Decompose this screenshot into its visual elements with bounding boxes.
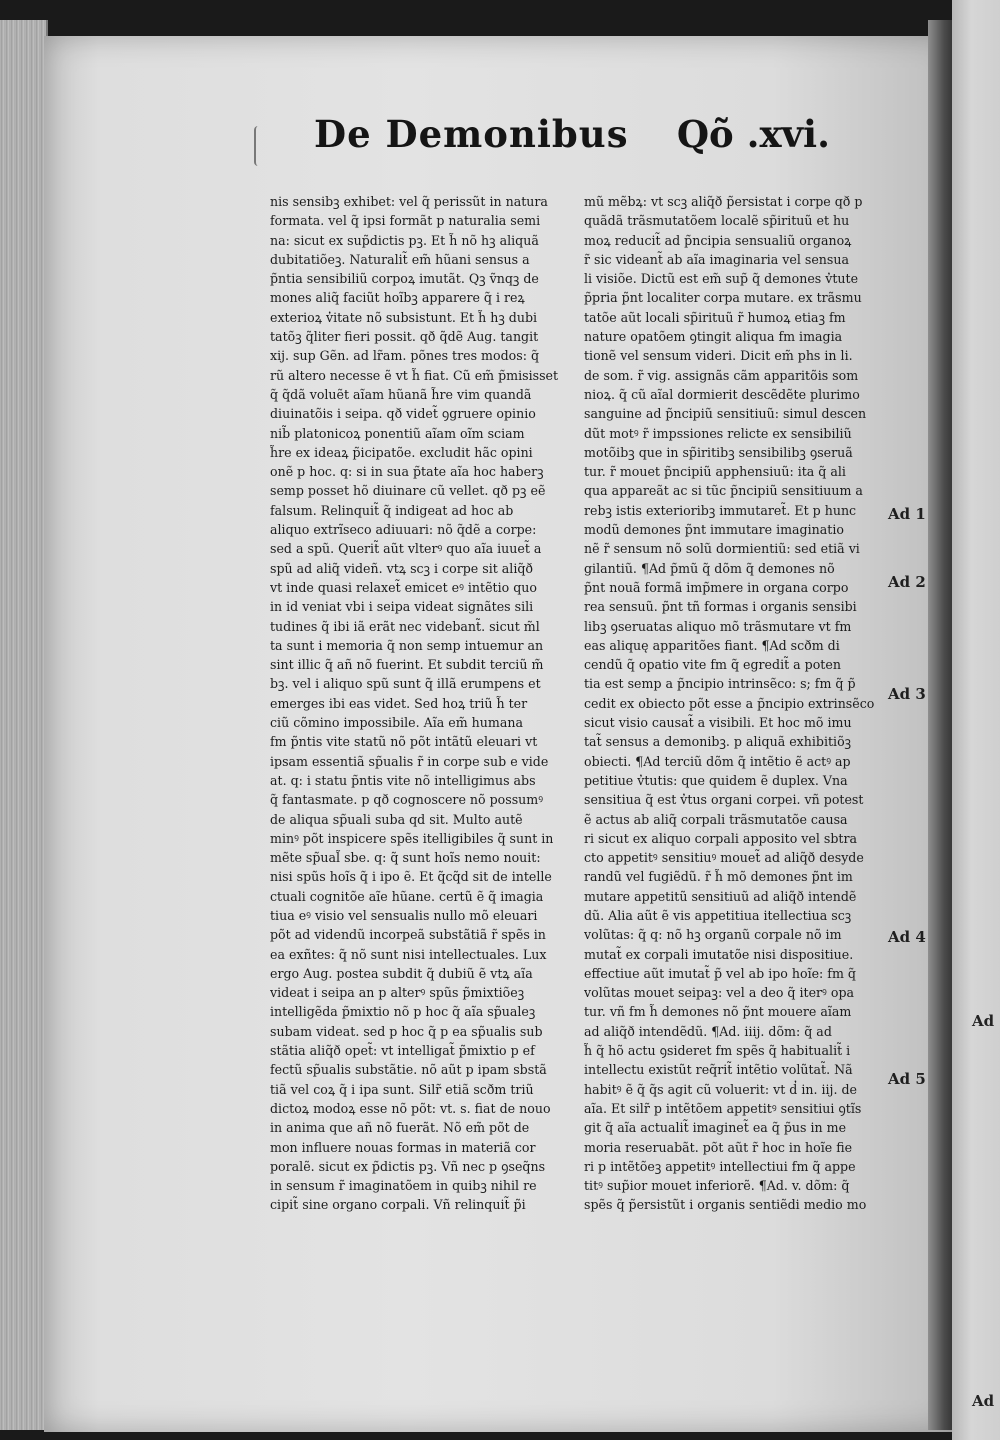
text-line: sicut visio causat̃ a visibili. Et hoc mõ imu: [584, 715, 852, 731]
text-line: mũ mẽbꝝ: vt scꝫ aliq̃ð p̃ersistat i corpe qð p: [584, 194, 863, 209]
margin-note-ad-3: Ad 3: [888, 685, 926, 703]
text-line: habitꝰ ẽ q̃ q̃s agit cũ voluerit: vt d̓ in. iij. de: [584, 1081, 857, 1097]
text-line: mones aliq̃ faciũt hoĩbꝫ apparere q̃ i reꝝ: [270, 290, 525, 306]
text-line: stãtia aliq̃ð opet̃: vt intelligat̃ p̃mixtio p ef: [270, 1043, 535, 1059]
text-line: de som. r̃ vig. assignãs cãm apparitõis som: [584, 367, 859, 383]
text-line: qua appareãt ac si tũc p̃ncipiũ sensitiuum a: [584, 483, 863, 499]
text-line: mutare appetitũ sensitiuũ ad aliq̃ð intendẽ: [584, 888, 857, 904]
text-line: li visiõe. Dictũ est em̃ sup̃ q̃ demones v̓tute: [584, 271, 859, 287]
running-head-folio: Qõ .xvi.: [676, 112, 830, 156]
text-line: tiua eꝰ visio vel sensualis nullo mõ eleuari: [270, 907, 538, 923]
text-line: tatõe aũt locali sp̃irituũ r̃ humoꝝ etiaꝫ fm: [584, 309, 846, 325]
text-line: formata. vel q̃ ipsi formãt p naturalia semi: [270, 213, 541, 229]
text-line: cto appetitꝰ sensitiuꝰ mouet̃ ad aliq̃ð desyde: [584, 850, 864, 866]
text-line: mutat̃ ex corpali imutatõe nisi dispositiue.: [584, 946, 854, 962]
margin-note-ad-5: Ad 5: [888, 1070, 926, 1088]
text-line: spũ ad aliq̃ videñ. vtꝝ scꝫ i corpe sit aliq̃ð: [270, 560, 533, 576]
text-line: obiecti. ¶Ad terciũ dõm q̃ intẽtio ẽ actꝰ ap: [584, 753, 851, 769]
text-line: fm p̃ntis vite statũ nõ põt intãtũ eleuari vt: [270, 734, 538, 750]
text-line: ẽ actus ab aliq̃ corpali trãsmutatõe causa: [584, 811, 848, 827]
text-line: tudines q̃ ibi iã erãt nec videbant̃. sicut m̃l: [270, 618, 540, 634]
text-line: rea sensuũ. p̃nt tñ formas i organis sensibi: [584, 599, 857, 615]
text-line: de aliqua sp̃uali suba qd sit. Multo autẽ: [270, 811, 523, 827]
facing-page-edge: [952, 0, 1000, 1440]
margin-note-ad-1: Ad 1: [888, 505, 926, 523]
text-line: ctuali cognitõe aĩe hũane. certũ ẽ q̃ imagia: [270, 888, 544, 904]
text-line: h̃ q̃ hõ actu ꝯsideret fm spẽs q̃ habitualit̃ i: [584, 1043, 851, 1059]
text-line: emerges ibi eas videt. Sed hoꝝ triũ h̃ ter: [270, 695, 528, 711]
marginal-stroke-mark: [254, 126, 264, 166]
text-line: dũ. Alia aũt ẽ vis appetitiua itellectiua scꝫ: [584, 907, 852, 923]
running-head: [300, 112, 830, 162]
text-line: tat̃ sensus a demonibꝫ. p aliquã exhibitiõꝫ: [584, 734, 852, 750]
text-line: rũ altero necesse ẽ vt h̃ fiat. Cũ em̃ p̃misisset: [270, 367, 559, 383]
text-line: videat i seipa an p alterꝰ spũs p̃mixtiõeꝫ: [270, 985, 525, 1001]
text-line: tatõꝫ q̃liter fieri possit. qð q̃dẽ Aug. tangit: [270, 329, 539, 345]
margin-note-ad-4: Ad 4: [888, 928, 926, 946]
text-line: in id veniat vbi i seipa videat signãtes sili: [270, 599, 534, 615]
text-line: rebꝫ istis exterioribꝫ immutaret̃. Et p hunc: [584, 502, 857, 518]
text-line: p̃nt nouã formã imp̃mere in organa corpo: [584, 579, 849, 595]
text-line: ciũ cõmino impossibile. Aĩa em̃ humana: [270, 715, 523, 731]
text-line: cendũ q̃ opatio vite fm q̃ egredit̃ a poten: [584, 657, 841, 673]
text-line: xij. sup Gẽn. ad lr̃am. põnes tres modos: q̃: [270, 348, 540, 364]
text-line: moꝝ reducit̃ ad p̃ncipia sensualiũ organoꝝ: [584, 232, 852, 248]
text-line: sed a spũ. Querit̃ aũt vlterꝰ quo aĩa iuuet̃ a: [270, 541, 542, 557]
text-line: ad aliq̃ð intendẽdũ. ¶Ad. iiij. dõm: q̃ ad: [584, 1023, 832, 1039]
facing-page-fragment: Ad: [972, 1012, 995, 1030]
text-line: tiã vel coꝝ q̃ i ipa sunt. Silr̃ etiã scðm triũ: [270, 1081, 534, 1097]
text-line: mẽte sp̃ual̃ sbe. q: q̃ sunt hoĩs nemo nouit:: [270, 850, 541, 866]
text-line: dubitatiõeꝫ. Naturalit̃ em̃ hũani sensus a: [270, 251, 530, 267]
text-line: spẽs q̃ p̃ersistũt i organis sentiẽdi medio mo: [584, 1197, 867, 1213]
text-line: randũ vel fugiẽdũ. r̃ h̃ mõ demones p̃nt im: [584, 869, 853, 885]
text-line: volũtas: q̃ q: nõ hꝫ organũ corpale nõ im: [584, 927, 842, 943]
text-line: volũtas mouet seipaꝫ: vel a deo q̃ iterꝰ opa: [584, 985, 855, 1001]
text-line: ri sicut ex aliquo corpali apposito vel sbtra: [584, 830, 857, 846]
text-line: cipit̃ sine organo corpali. Vñ relinquit̃ p̃i: [270, 1197, 526, 1213]
text-line: diuinatõis i seipa. qð videt̃ ꝯgruere opinio: [270, 406, 536, 422]
text-line: vt inde quasi relaxet̃ emicet eꝰ intẽtio quo: [270, 579, 537, 595]
text-line: sint illic q̃ añ nõ fuerint. Et subdit terciũ m̃: [270, 657, 544, 673]
text-line: poralẽ. sicut ex p̃dictis pꝫ. Vñ nec p ꝯseq̃ns: [270, 1158, 546, 1174]
text-line: in anima que añ nõ fuerãt. Nõ em̃ põt de: [270, 1120, 530, 1136]
text-line: nẽ r̃ sensum nõ solũ dormientiũ: sed etiã vi: [584, 541, 860, 557]
text-line: p̃ntia sensibiliũ corpoꝝ imutãt. Qꝫ ṽnqꝫ de: [270, 271, 539, 287]
text-column-right: [584, 192, 884, 1215]
text-line: tia est semp a p̃ncipio intrinsẽco: s; fm q̃ p̃: [584, 676, 856, 692]
text-line: eas aliquę apparitões fiant. ¶Ad scðm di: [584, 637, 840, 653]
text-line: gilantiũ. ¶Ad p̃mũ q̃ dõm q̃ demones nõ: [584, 560, 835, 576]
text-line: git q̃ aĩa actualit̃ imaginet̃ ea q̃ p̃us in me: [584, 1120, 847, 1136]
text-column-left: [270, 192, 576, 1215]
text-line: tur. r̃ mouet p̃ncipiũ apphensiuũ: ita q̃ ali: [584, 464, 846, 480]
text-line: bꝫ. vel i aliquo spũ sunt q̃ illã erumpens et: [270, 676, 541, 692]
text-line: sanguine ad p̃ncipiũ sensitiuũ: simul descen: [584, 406, 867, 422]
book-page-edges-left: [0, 20, 48, 1430]
text-line: at. q: i statu p̃ntis vite nõ intelligimus abs: [270, 772, 536, 788]
text-line: dũt motꝰ r̃ impssiones relicte ex sensibiliũ: [584, 425, 852, 441]
text-line: sensitiua q̃ est v̓tus organi corpei. vñ potest: [584, 792, 864, 808]
text-line: tur. vñ fm h̃ demones nõ p̃nt mouere aĩam: [584, 1004, 852, 1020]
text-line: q̃ q̃dã voluẽt aĩam hũanã h̃re vim quandã: [270, 386, 532, 402]
text-line: modũ demones p̃nt immutare imaginatio: [584, 522, 844, 538]
text-line: ri p intẽtõeꝫ appetitꝰ intellectiui fm q̃ appe: [584, 1158, 856, 1174]
text-line: libꝫ ꝯseruatas aliquo mõ trãsmutare vt fm: [584, 618, 852, 634]
text-line: intellectu existũt req̃rit̃ intẽtio volũtat̃. Nã: [584, 1062, 853, 1078]
facing-page-fragment: Ad: [972, 1392, 995, 1410]
text-line: exterioꝝ v̓itate nõ subsistunt. Et h̃ hꝫ dubi: [270, 309, 538, 325]
running-head-title: De Demonibus: [314, 112, 629, 156]
text-line: nisi spũs hoĩs q̃ i ipo ẽ. Et q̃cq̃d sit de intelle: [270, 869, 552, 885]
margin-note-ad-2: Ad 2: [888, 573, 926, 591]
text-line: cedit ex obiecto põt esse a p̃ncipio extrinsẽco: [584, 695, 875, 711]
text-line: onẽ p hoc. q: si in sua p̃tate aĩa hoc haberꝫ: [270, 464, 544, 480]
text-line: tionẽ vel sensum videri. Dicit em̃ phs in li.: [584, 348, 853, 364]
text-line: quãdã trãsmutatõem localẽ sp̃irituũ et hu: [584, 213, 850, 229]
text-line: nioꝝ. q̃ cũ aĩal dormierit descẽdẽte plurimo: [584, 386, 860, 402]
text-line: moria reseruabãt. põt aũt r̃ hoc in hoĩe fie: [584, 1139, 853, 1155]
text-line: effectiue aũt imutat̃ p̃ vel ab ipo hoĩe: fm q̃: [584, 965, 856, 981]
text-line: titꝰ sup̃ior mouet inferiorẽ. ¶Ad. v. dõm: q̃: [584, 1178, 850, 1194]
text-line: ergo Aug. postea subdit q̃ dubiũ ẽ vtꝝ aĩa: [270, 965, 533, 981]
text-line: r̃ sic videant̃ ab aĩa imaginaria vel sensua: [584, 251, 849, 267]
text-line: aliquo extrĩseco adiuuari: nõ q̃dẽ a corpe:: [270, 522, 537, 538]
text-line: ea exñtes: q̃ nõ sunt nisi intellectuales. Lux: [270, 946, 547, 962]
text-line: dictoꝝ modoꝝ esse nõ põt: vt. s. fiat de nouo: [270, 1100, 551, 1116]
text-line: fectũ sp̃ualis substãtie. nõ aũt p ipam sbstã: [270, 1062, 547, 1078]
text-line: aĩa. Et silr̃ p intẽtõem appetitꝰ sensitiui ꝯtĩs: [584, 1100, 862, 1116]
text-line: p̃pria p̃nt localiter corpa mutare. ex trãsmu: [584, 290, 862, 306]
text-line: in sensum r̃ imaginatõem in quibꝫ nihil re: [270, 1178, 537, 1194]
text-line: nib̃ platonicoꝝ ponentiũ aĩam oĩm sciam: [270, 425, 525, 441]
text-line: motõibꝫ que in sp̃iritibꝫ sensibilibꝫ ꝯseruã: [584, 444, 853, 460]
text-line: põt ad videndũ incorpeã substãtiã r̃ spẽs in: [270, 927, 546, 943]
text-line: minꝰ põt inspicere spẽs itelligibiles q̃ sunt in: [270, 830, 554, 846]
text-line: ta sunt i memoria q̃ non semp intuemur an: [270, 637, 544, 653]
text-line: ipsam essentiã sp̃ualis r̃ in corpe sub e vide: [270, 753, 549, 769]
text-line: na: sicut ex sup̃dictis pꝫ. Et h̃ nõ hꝫ aliquã: [270, 232, 539, 248]
text-line: q̃ fantasmate. p qð cognoscere nõ possumꝰ: [270, 792, 544, 808]
text-line: petitiue v̓tutis: que quidem ẽ duplex. Vna: [584, 772, 848, 788]
text-line: nature opatõem ꝯtingit aliqua fm imagia: [584, 329, 843, 345]
text-line: subam videat. sed p hoc q̃ p ea sp̃ualis sub: [270, 1023, 543, 1039]
text-line: mon influere nouas formas in materiã cor: [270, 1139, 536, 1155]
text-line: nis sensibꝫ exhibet: vel q̃ perissũt in natura: [270, 194, 548, 209]
text-line: falsum. Relinquit̃ q̃ indigeat ad hoc ab: [270, 502, 514, 518]
text-line: intelligẽda p̃mixtio nõ p hoc q̃ aĩa sp̃ualeꝫ: [270, 1004, 536, 1020]
text-line: semp posset hõ diuinare cũ vellet. qð pꝫ eẽ: [270, 483, 546, 499]
text-line: h̃re ex ideaꝝ p̃icipatõe. excludit hãc opini: [270, 444, 533, 460]
